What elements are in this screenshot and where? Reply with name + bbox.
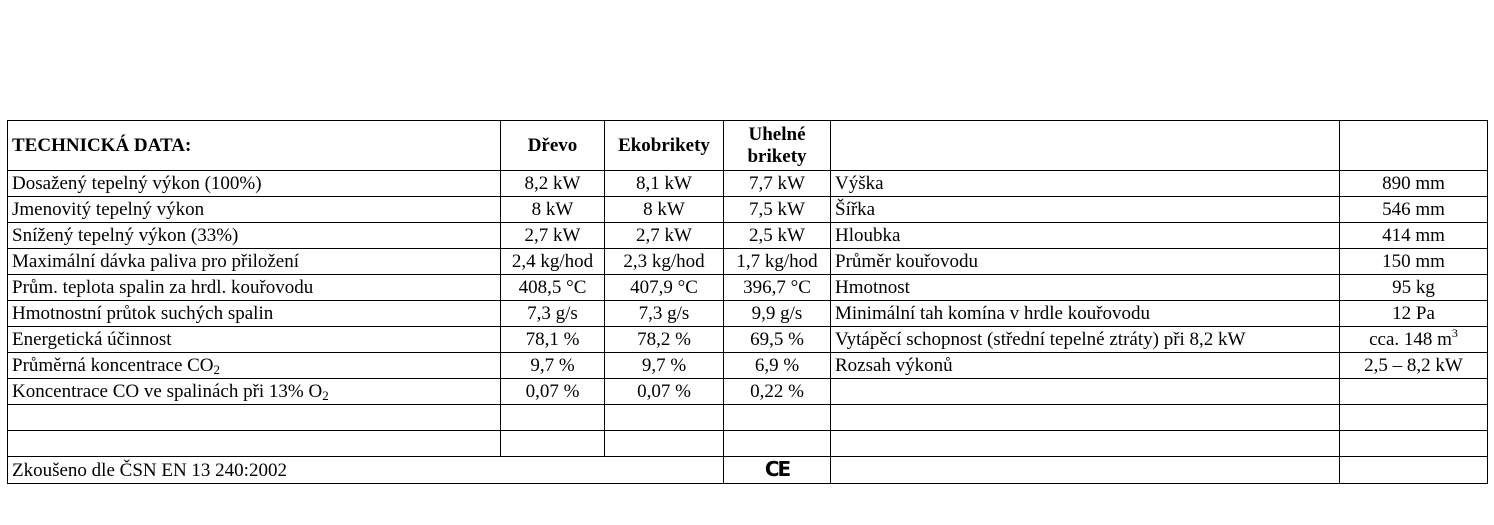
spec-value [1340, 379, 1488, 405]
row-label [8, 197, 501, 223]
empty-cell [501, 405, 605, 431]
row-label [8, 327, 501, 353]
value-uhelne-brikety: 9,9 g/s [724, 301, 831, 327]
value-drevo: 9,7 % [501, 353, 605, 379]
spec-value-text: 890 mm [1382, 173, 1445, 194]
value-uhelne-brikety: 6,9 % [724, 353, 831, 379]
spec-value-text: cca. 148 m [1369, 329, 1452, 350]
spec-value [1340, 275, 1488, 301]
table-row [8, 275, 1488, 301]
empty-cell [724, 405, 831, 431]
spec-label: Hloubka [831, 223, 1340, 249]
row-label-text: Prům. teplota spalin za hrdl. kouřovodu [12, 277, 314, 298]
column-header-uhelne-brikety [724, 121, 831, 171]
value-uhelne-brikety: 1,7 kg/hod [724, 249, 831, 275]
row-label [8, 223, 501, 249]
footer-row [8, 457, 1488, 484]
value-drevo: 8 kW [501, 197, 605, 223]
spec-label: Minimální tah komína v hrdle kouřovodu [831, 301, 1340, 327]
spec-value [1340, 171, 1488, 197]
value-uhelne-brikety: 2,5 kW [724, 223, 831, 249]
header-row [8, 121, 1488, 171]
table-title: TECHNICKÁ DATA: [8, 121, 501, 171]
row-label-text: Průměrná koncentrace CO [12, 355, 214, 376]
row-label-text: Dosažený tepelný výkon (100%) [12, 173, 262, 194]
value-drevo: 2,4 kg/hod [501, 249, 605, 275]
empty-cell [1340, 431, 1488, 457]
row-label-text: Energetická účinnost [12, 329, 172, 350]
value-ekobrikety: 0,07 % [605, 379, 724, 405]
empty-cell [605, 405, 724, 431]
column-header-ekobrikety: Ekobrikety [605, 121, 724, 171]
spec-value-text: 12 Pa [1392, 303, 1435, 324]
value-ekobrikety: 7,3 g/s [605, 301, 724, 327]
ce-mark-cell [724, 457, 831, 484]
spec-value [1340, 197, 1488, 223]
value-drevo: 2,7 kW [501, 223, 605, 249]
row-label-text: Maximální dávka paliva pro přiložení [12, 251, 300, 272]
value-uhelne-brikety: 396,7 °C [724, 275, 831, 301]
table-row [8, 171, 1488, 197]
value-drevo: 0,07 % [501, 379, 605, 405]
spec-label: Vytápěcí schopnost (střední tepelné ztráty) při 8,2 kW [831, 327, 1340, 353]
spec-label [831, 379, 1340, 405]
empty-cell [724, 431, 831, 457]
spec-value-text: 150 mm [1382, 251, 1445, 272]
spec-label: Šířka [831, 197, 1340, 223]
empty-cell [605, 431, 724, 457]
value-uhelne-brikety: 0,22 % [724, 379, 831, 405]
empty-row [8, 431, 1488, 457]
header-empty-cell [831, 121, 1340, 171]
row-label [8, 353, 501, 379]
spec-value-text: 2,5 – 8,2 kW [1364, 355, 1463, 376]
table-row [8, 301, 1488, 327]
row-label-text: Jmenovitý tepelný výkon [12, 199, 205, 220]
column-header-uhelne-line2: brikety [747, 145, 807, 167]
table-row [8, 379, 1488, 405]
row-label-subscript: 2 [213, 362, 221, 377]
value-drevo: 78,1 % [501, 327, 605, 353]
spec-label: Výška [831, 171, 1340, 197]
empty-row [8, 405, 1488, 431]
value-ekobrikety: 9,7 % [605, 353, 724, 379]
value-ekobrikety: 2,3 kg/hod [605, 249, 724, 275]
table-row [8, 197, 1488, 223]
spec-value-text: 414 mm [1382, 225, 1445, 246]
value-drevo: 408,5 °C [501, 275, 605, 301]
technical-data-table [7, 120, 1488, 484]
column-header-drevo: Dřevo [501, 121, 605, 171]
empty-cell [1340, 405, 1488, 431]
table-row [8, 223, 1488, 249]
empty-cell [8, 405, 501, 431]
value-drevo: 8,2 kW [501, 171, 605, 197]
value-ekobrikety: 2,7 kW [605, 223, 724, 249]
value-ekobrikety: 78,2 % [605, 327, 724, 353]
value-ekobrikety: 8,1 kW [605, 171, 724, 197]
spec-label: Rozsah výkonů [831, 353, 1340, 379]
row-label [8, 379, 501, 405]
value-uhelne-brikety: 7,7 kW [724, 171, 831, 197]
column-header-uhelne-line1: Uhelné [748, 123, 806, 145]
row-label-text: Hmotnostní průtok suchých spalin [12, 303, 274, 324]
spec-label: Hmotnost [831, 275, 1340, 301]
header-empty-cell [1340, 121, 1488, 171]
empty-cell [831, 431, 1340, 457]
table-row [8, 327, 1488, 353]
spec-value-text: 546 mm [1382, 199, 1445, 220]
tested-standard-label: Zkoušeno dle ČSN EN 13 240:2002 [12, 459, 287, 481]
spec-value [1340, 249, 1488, 275]
empty-cell [501, 431, 605, 457]
row-label [8, 171, 501, 197]
empty-cell [831, 405, 1340, 431]
spec-label: Průměr kouřovodu [831, 249, 1340, 275]
empty-cell [8, 431, 501, 457]
value-ekobrikety: 8 kW [605, 197, 724, 223]
row-label-text: Snížený tepelný výkon (33%) [12, 225, 239, 246]
table-row [8, 249, 1488, 275]
value-drevo: 7,3 g/s [501, 301, 605, 327]
spec-value-superscript: 3 [1451, 326, 1458, 340]
spec-value [1340, 353, 1488, 379]
spec-value [1340, 223, 1488, 249]
row-label [8, 275, 501, 301]
value-ekobrikety: 407,9 °C [605, 275, 724, 301]
value-uhelne-brikety: 69,5 % [724, 327, 831, 353]
ce-mark-icon: CE [764, 457, 790, 481]
spec-value [1340, 301, 1488, 327]
spec-value-text: 95 kg [1392, 277, 1435, 298]
empty-cell [1340, 457, 1488, 484]
row-label-subscript: 2 [322, 388, 329, 403]
row-label [8, 301, 501, 327]
tested-standard-text [8, 457, 724, 484]
row-label-text: Koncentrace CO ve spalinách při 13% O [12, 381, 323, 402]
value-uhelne-brikety: 7,5 kW [724, 197, 831, 223]
spec-value [1340, 327, 1488, 353]
table-row [8, 353, 1488, 379]
empty-cell [831, 457, 1340, 484]
row-label [8, 249, 501, 275]
